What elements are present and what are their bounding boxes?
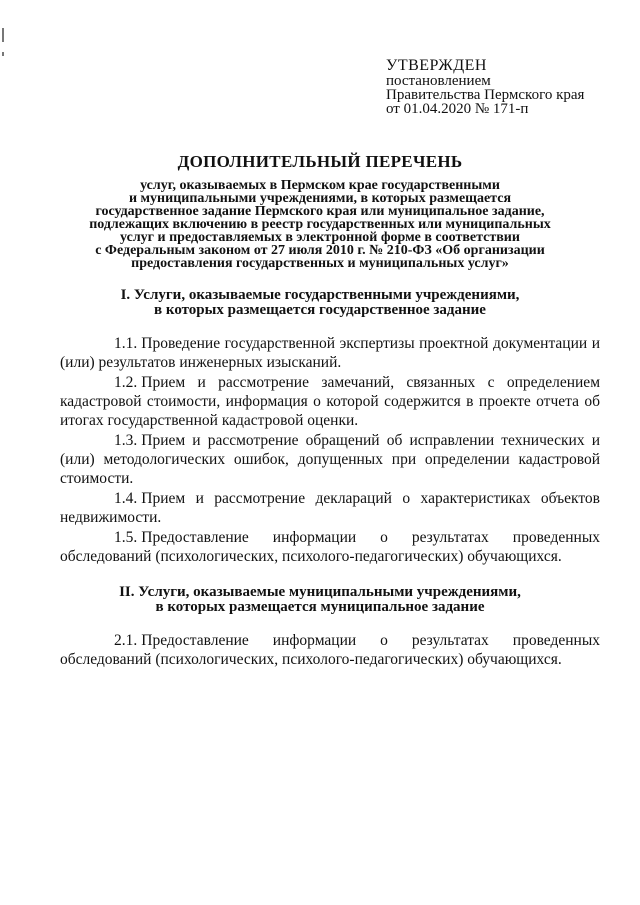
list-item (60, 528, 600, 566)
item-text: Прием и рассмотрение замечаний, связанных с определением кадастровой стоимости, информация о которой содержится в проекте отчета об итогах государственной кадастровой оценки. (60, 374, 600, 429)
section-heading (60, 585, 580, 615)
item-text: Прием и рассмотрение деклараций о характеристиках объектов недвижимости. (60, 490, 600, 526)
scan-mark (2, 52, 4, 56)
subtitle-line: предоставления государственных и муниципальных услуг» (131, 256, 509, 271)
list-item (60, 631, 600, 669)
item-number: 1.3. (114, 432, 138, 449)
section-heading-line: II. Услуги, оказываемые муниципальными учреждениями, (119, 584, 521, 600)
approval-date-number: от 01.04.2020 № 171-п (386, 101, 529, 117)
item-number: 2.1. (114, 632, 138, 649)
item-number: 1.5. (114, 529, 138, 546)
approval-line: Правительства Пермского края (386, 87, 585, 103)
document-subtitle (60, 179, 580, 270)
item-number: 1.1. (114, 335, 138, 352)
list-item (60, 489, 600, 527)
subtitle-line: услуг, оказываемых в Пермском крае государственными (140, 178, 500, 193)
subtitle-line: услуг и предоставляемых в электронной форме в соответствии (120, 230, 520, 245)
list-item (60, 334, 600, 372)
item-number: 1.4. (114, 490, 138, 507)
section-items (60, 631, 600, 670)
subtitle-line: с Федеральным законом от 27 июля 2010 г. № 210-ФЗ «Об организации (95, 243, 545, 258)
document-title: ДОПОЛНИТЕЛЬНЫЙ ПЕРЕЧЕНЬ (177, 152, 463, 171)
approved-label: УТВЕРЖДЕН (386, 57, 487, 74)
list-item (60, 431, 600, 488)
section-items (60, 334, 600, 567)
subtitle-line: государственное задание Пермского края или муниципальное задание, (95, 204, 545, 219)
approval-stamp (386, 58, 626, 116)
item-text: Предоставление информации о результатах проведенных обследований (психологических, психолого-педагогических) обучающихся. (60, 529, 600, 565)
section-heading-line: I. Услуги, оказываемые государственными учреждениями, (120, 287, 520, 303)
item-text: Прием и рассмотрение обращений об исправлении технических и (или) методологических ошибок, допущенных при определении кадастровой стоимости. (60, 432, 600, 487)
item-text: Предоставление информации о результатах проведенных обследований (психологических, психолого-педагогических) обучающихся. (60, 632, 600, 668)
approval-line: постановлением (386, 73, 491, 89)
section-heading-line: в которых размещается государственное задание (154, 302, 486, 318)
item-text: Проведение государственной экспертизы проектной документации и (или) результатов инженерных изысканий. (60, 335, 600, 371)
subtitle-line: и муниципальными учреждениями, в которых размещается (128, 191, 512, 206)
section-heading (60, 288, 580, 318)
section-heading-line: в которых размещается муниципальное задание (155, 599, 485, 615)
subtitle-line: подлежащих включению в реестр государственных или муниципальных (89, 217, 551, 232)
scan-mark (2, 28, 4, 42)
list-item (60, 373, 600, 430)
item-number: 1.2. (114, 374, 138, 391)
